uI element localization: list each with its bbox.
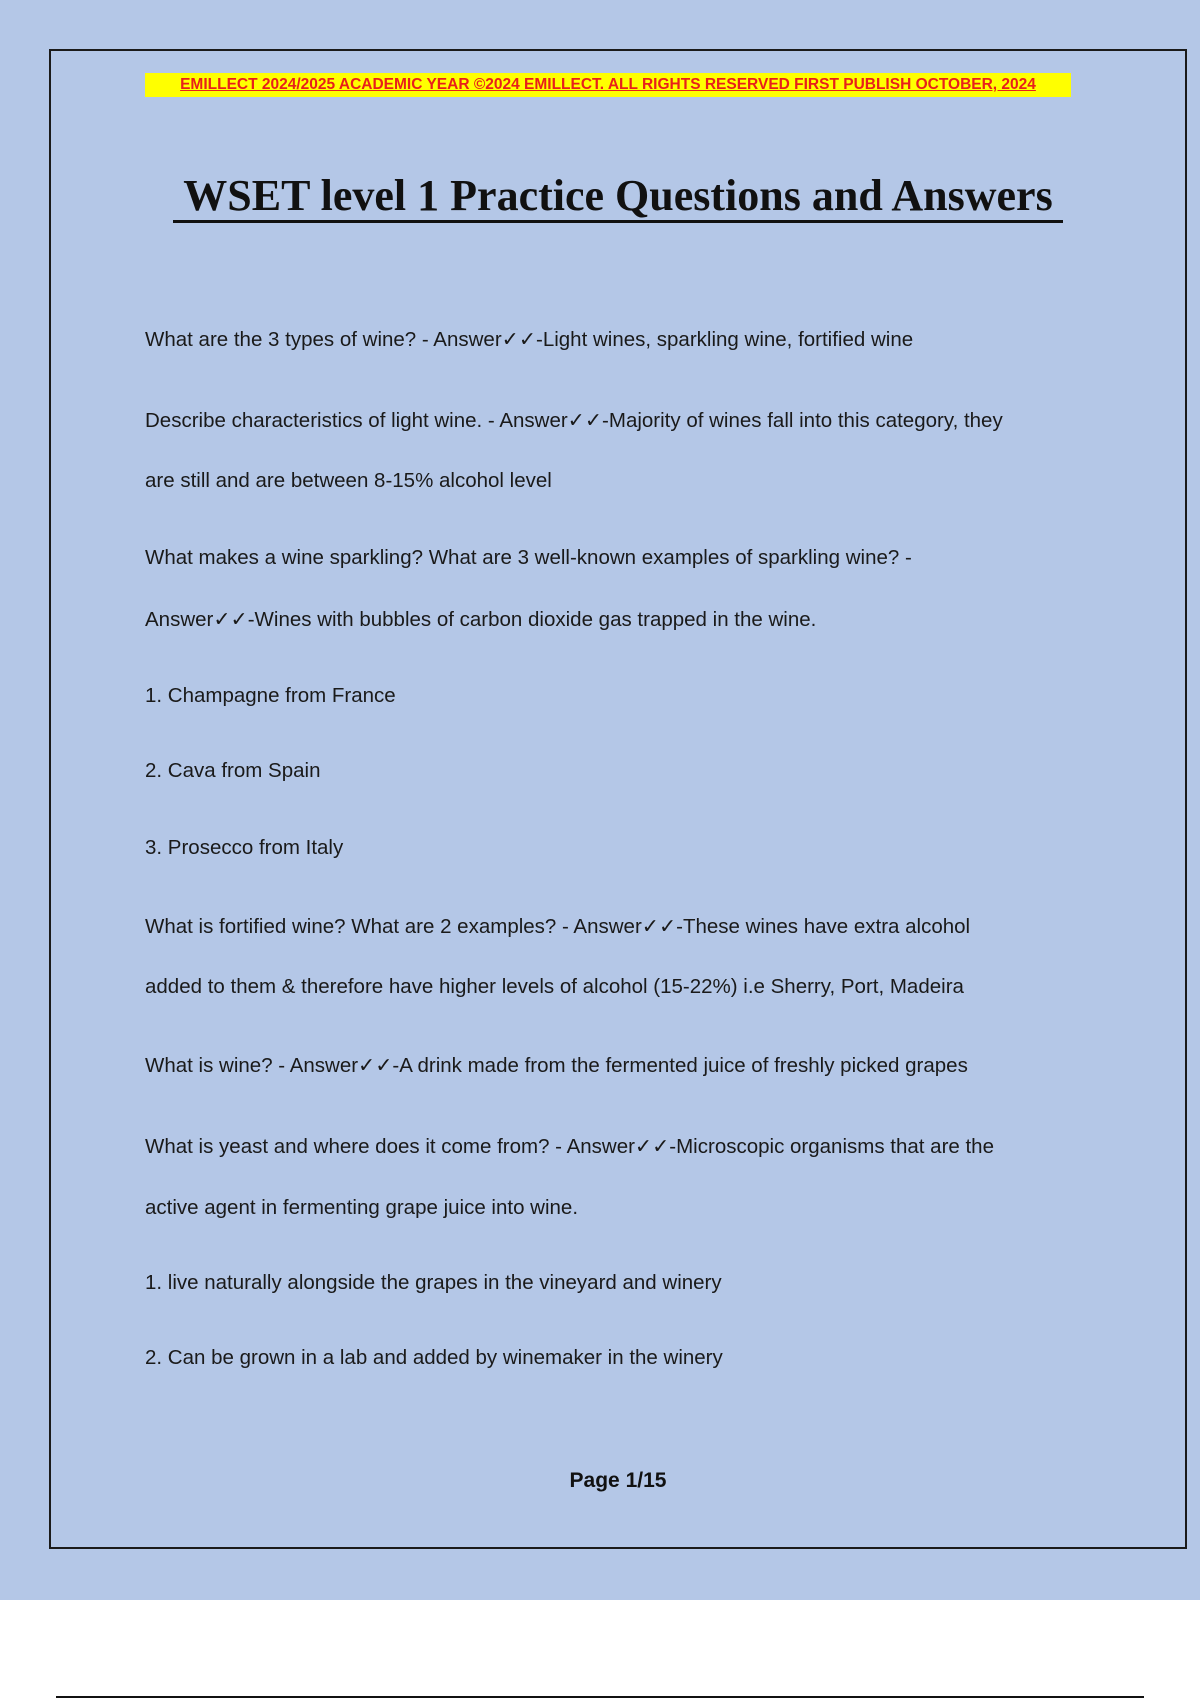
- body-line: active agent in fermenting grape juice into wine.: [145, 1196, 579, 1219]
- body-line: 1. Champagne from France: [145, 684, 396, 707]
- body-line: are still and are between 8-15% alcohol level: [145, 469, 552, 492]
- body-line: What makes a wine sparkling? What are 3 well-known examples of sparkling wine? -: [145, 546, 912, 569]
- page-number: Page 1/15: [569, 1469, 667, 1492]
- document-title-text: WSET level 1 Practice Questions and Answers: [173, 171, 1062, 223]
- body-line: 3. Prosecco from Italy: [145, 836, 344, 859]
- body-line: What is yeast and where does it come from? - Answer✓✓-Microscopic organisms that are the: [145, 1135, 994, 1158]
- body-line: 1. live naturally alongside the grapes in the vineyard and winery: [145, 1271, 722, 1294]
- body-line: Describe characteristics of light wine. - Answer✓✓-Majority of wines fall into this category, they: [145, 409, 1003, 432]
- copyright-banner: EMILLECT 2024/2025 ACADEMIC YEAR ©2024 EMILLECT. ALL RIGHTS RESERVED FIRST PUBLISH OCTOBER, 2024: [145, 73, 1071, 97]
- body-line: What is wine? - Answer✓✓-A drink made from the fermented juice of freshly picked grapes: [145, 1054, 968, 1077]
- bottom-divider: [56, 1696, 1144, 1698]
- body-line: 2. Can be grown in a lab and added by winemaker in the winery: [145, 1346, 723, 1369]
- body-line: What is fortified wine? What are 2 examples? - Answer✓✓-These wines have extra alcohol: [145, 915, 971, 938]
- document-title: [0, 166, 1200, 226]
- body-line: Answer✓✓-Wines with bubbles of carbon dioxide gas trapped in the wine.: [145, 608, 817, 631]
- body-line: 2. Cava from Spain: [145, 759, 321, 782]
- body-line: added to them & therefore have higher levels of alcohol (15-22%) i.e Sherry, Port, Madeira: [145, 975, 964, 998]
- body-line: What are the 3 types of wine? - Answer✓✓-Light wines, sparkling wine, fortified wine: [145, 328, 914, 351]
- page-border: [49, 49, 1187, 1549]
